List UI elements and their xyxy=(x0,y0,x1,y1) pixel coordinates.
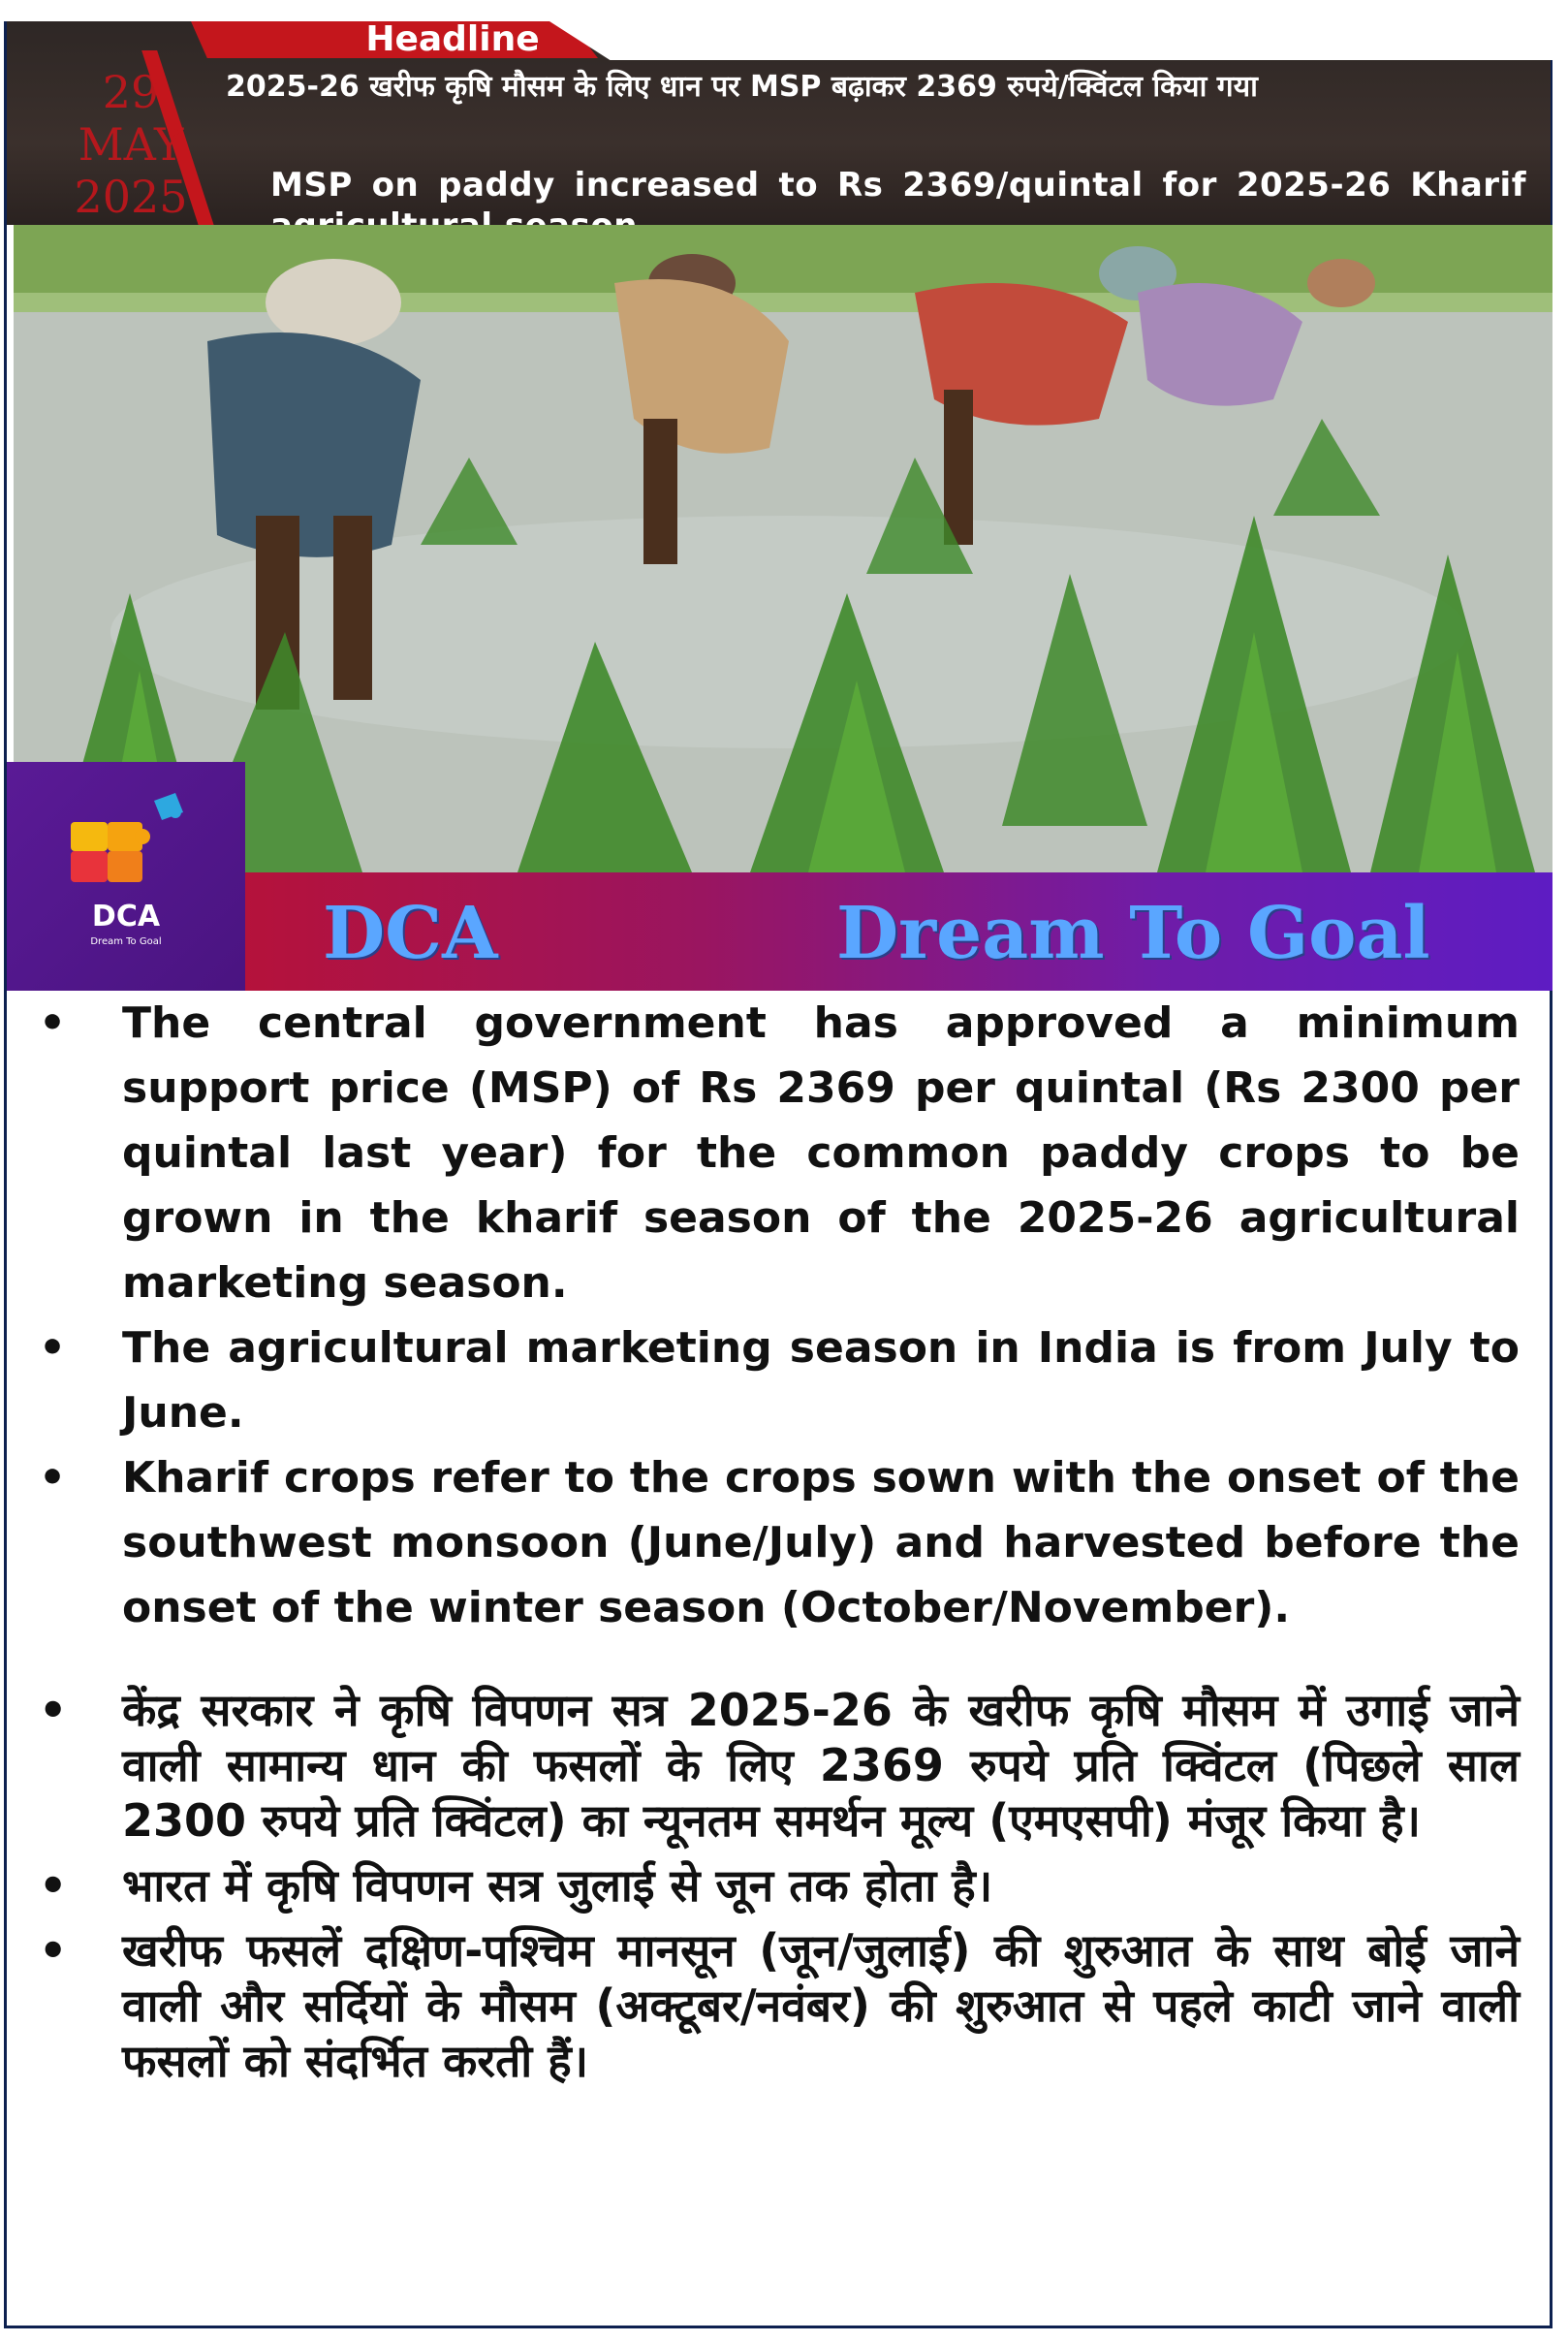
point-text: Kharif crops refer to the crops sown with the onset of the southwest monsoon (June/July) and harvested before the onset of the winter season (October/November). xyxy=(122,1453,1520,1632)
point-text: The central government has approved a minimum support price (MSP) of Rs 2369 per quintal (Rs 2300 per quintal last year) for the common paddy crops to be grown in the kharif season of the 2025-26 agricultural marketing season. xyxy=(122,998,1520,1308)
bullet-icon: • xyxy=(39,1924,68,1977)
point-text: The agricultural marketing season in India is from July to June. xyxy=(122,1323,1520,1438)
headline-header xyxy=(7,21,1551,225)
point-text: केंद्र सरकार ने कृषि विपणन सत्र 2025-26 के खरीफ कृषि मौसम में उगाई जाने वाली सामान्य धान की फसलों के लिए 2369 रुपये प्रति क्विंटल (पिछले साल 2300 रुपये प्रति क्विंटल) का न्यूनतम समर्थन मूल्य (एमएसपी) मंजूर किया है। xyxy=(122,1684,1520,1847)
headline-english: MSP on paddy increased to Rs 2369/quintal for 2025-26 Kharif xyxy=(270,166,1526,205)
bullet-icon: • xyxy=(39,998,67,1048)
list-item xyxy=(37,1445,1520,1640)
date-block xyxy=(53,66,208,223)
bullet-icon: • xyxy=(39,1859,68,1912)
bullet-icon: • xyxy=(39,1323,67,1373)
brand-tagline: Dream To Goal xyxy=(836,892,1430,975)
brand-bar xyxy=(245,872,1552,991)
list-item xyxy=(37,1858,1520,1914)
logo-subtext: Dream To Goal xyxy=(90,936,162,947)
point-text: खरीफ फसलें दक्षिण-पश्चिम मानसून (जून/जुलाई) की शुरुआत के साथ बोई जाने वाली और सर्दियों के मौसम (अक्टूबर/नवंबर) की शुरुआत से पहले काटी जाने वाली फसलों को संदर्भित करती हैं। xyxy=(122,1924,1520,2087)
date-day: 29 xyxy=(102,66,160,118)
brand-name: DCA xyxy=(323,892,498,975)
bullet-icon: • xyxy=(39,1453,67,1503)
header-white-stripe xyxy=(549,21,1557,60)
date-month: MAY xyxy=(78,118,184,171)
list-item xyxy=(37,1923,1520,2089)
english-points xyxy=(37,991,1520,1640)
list-item xyxy=(37,1683,1520,1849)
hindi-points xyxy=(37,1683,1520,2089)
point-text: भारत में कृषि विपणन सत्र जुलाई से जून तक होता है। xyxy=(122,1859,993,1912)
logo-text: DCA xyxy=(91,900,161,934)
dca-logo-box xyxy=(7,762,245,991)
article-content xyxy=(37,991,1520,2099)
list-item xyxy=(37,991,1520,1315)
list-item xyxy=(37,1315,1520,1445)
headline-hindi: 2025-26 खरीफ कृषि मौसम के लिए धान पर MSP बढ़ाकर 2369 रुपये/क्विंटल किया गया xyxy=(226,70,1258,104)
headline-tag: Headline xyxy=(365,19,540,59)
bullet-icon: • xyxy=(39,1684,68,1736)
date-year: 2025 xyxy=(74,171,188,223)
puzzle-logo-icon xyxy=(7,762,245,898)
